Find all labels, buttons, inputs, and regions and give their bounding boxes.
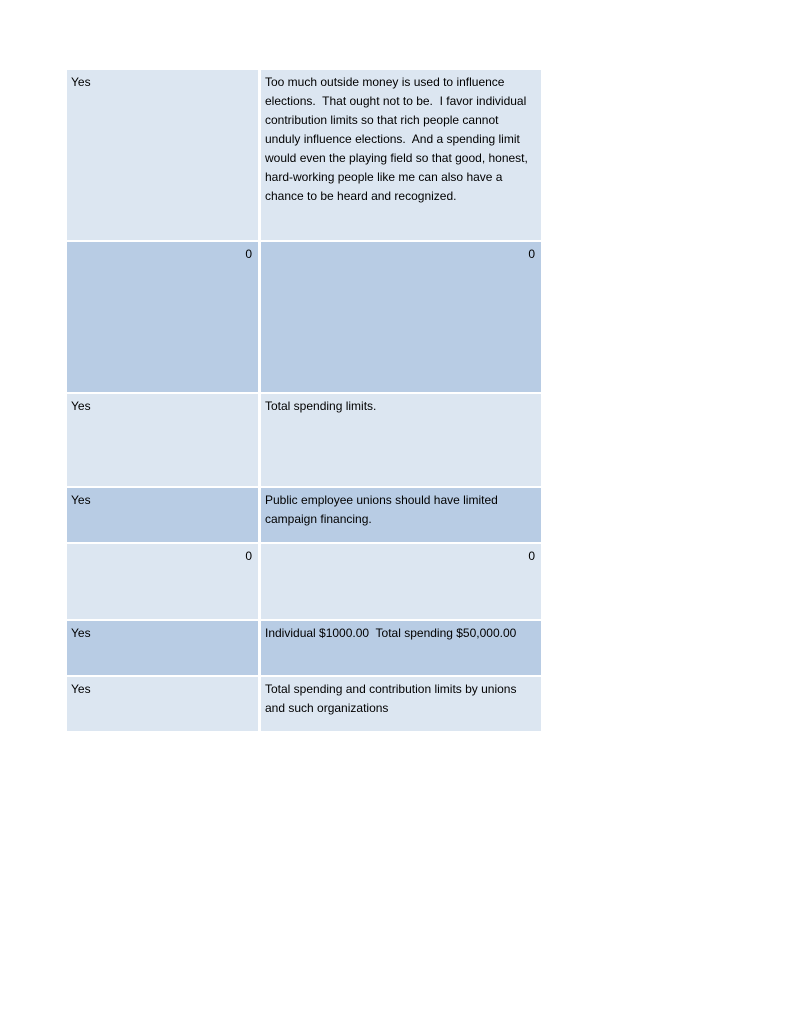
table-row [67,70,541,240]
table-row [67,544,541,619]
comment-cell: Total spending and contribution limits by unions and such organizations [261,677,541,731]
answer-cell: Yes [67,621,258,675]
comment-cell: 0 [261,544,541,619]
answer-cell: Yes [67,488,258,542]
table-row [67,488,541,542]
comment-cell: Total spending limits. [261,394,541,486]
responses-table [67,70,541,733]
comment-cell: Individual $1000.00 Total spending $50,000.00 [261,621,541,675]
table-row [67,677,541,731]
table-row [67,394,541,486]
comment-cell: Too much outside money is used to influence elections. That ought not to be. I favor individual contribution limits so that rich people cannot unduly influence elections. And a spending limit would even the playing field so that good, honest, hard-working people like me can also have a chance to be heard and recognized. [261,70,541,240]
table-row [67,242,541,392]
answer-cell: Yes [67,677,258,731]
answer-cell: 0 [67,242,258,392]
answer-cell: Yes [67,394,258,486]
table-row [67,621,541,675]
answer-cell: 0 [67,544,258,619]
answer-cell: Yes [67,70,258,240]
comment-cell: 0 [261,242,541,392]
comment-cell: Public employee unions should have limited campaign financing. [261,488,541,542]
